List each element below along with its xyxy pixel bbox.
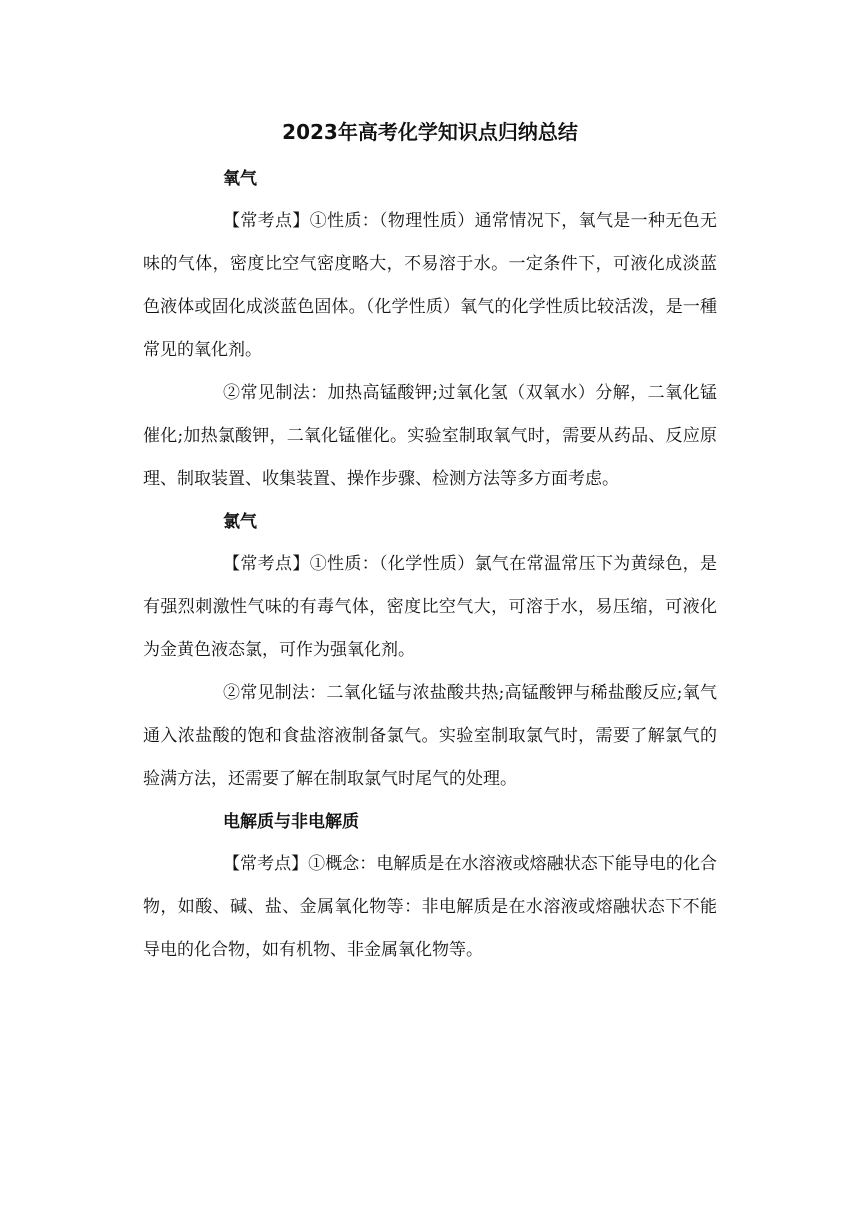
section-oxygen — [143, 158, 717, 501]
paragraph-chlorine-properties: 【常考点】①性质：（化学性质）氯气在常温常压下为黄绿色，是有强烈刺激性气味的有毒气体，密度比空气大，可溶于水，易压缩，可液化为金黄色液态氯，可作为强氧化剂。 — [143, 554, 717, 660]
section-heading-electrolytes: 电解质与非电解质 — [223, 812, 359, 832]
section-heading-oxygen: 氧气 — [223, 169, 257, 189]
paragraph-chlorine-preparation: ②常见制法：二氧化锰与浓盐酸共热;高锰酸钾与稀盐酸反应;氧气通入浓盐酸的饱和食盐溶液制备氯气。实验室制取氯气时，需要了解氯气的验满方法，还需要了解在制取氯气时尾气的处理。 — [143, 683, 717, 789]
section-chlorine — [143, 501, 717, 801]
section-electrolytes — [143, 801, 717, 972]
paragraph-electrolytes-concept: 【常考点】①概念：电解质是在水溶液或熔融状态下能导电的化合物，如酸、碱、盐、金属氧化物等：非电解质是在水溶液或熔融状态下不能导电的化合物，如有机物、非金属氧化物等。 — [143, 854, 717, 960]
document-title: 2023年高考化学知识点归纳总结 — [282, 120, 578, 144]
section-heading-chlorine: 氯气 — [223, 512, 257, 532]
document-body — [143, 158, 717, 972]
paragraph-oxygen-preparation: ②常见制法：加热高锰酸钾;过氧化氢（双氧水）分解，二氧化锰催化;加热氯酸钾，二氧化锰催化。实验室制取氧气时，需要从药品、反应原理、制取装置、收集装置、操作步骤、检测方法等多方面考虑。 — [143, 383, 717, 489]
paragraph-oxygen-properties: 【常考点】①性质：（物理性质）通常情况下，氧气是一种无色无味的气体，密度比空气密度略大，不易溶于水。一定条件下，可液化成淡蓝色液体或固化成淡蓝色固体。（化学性质）氧气的化学性质比较活泼，是一種常见的氧化剂。 — [143, 211, 717, 360]
